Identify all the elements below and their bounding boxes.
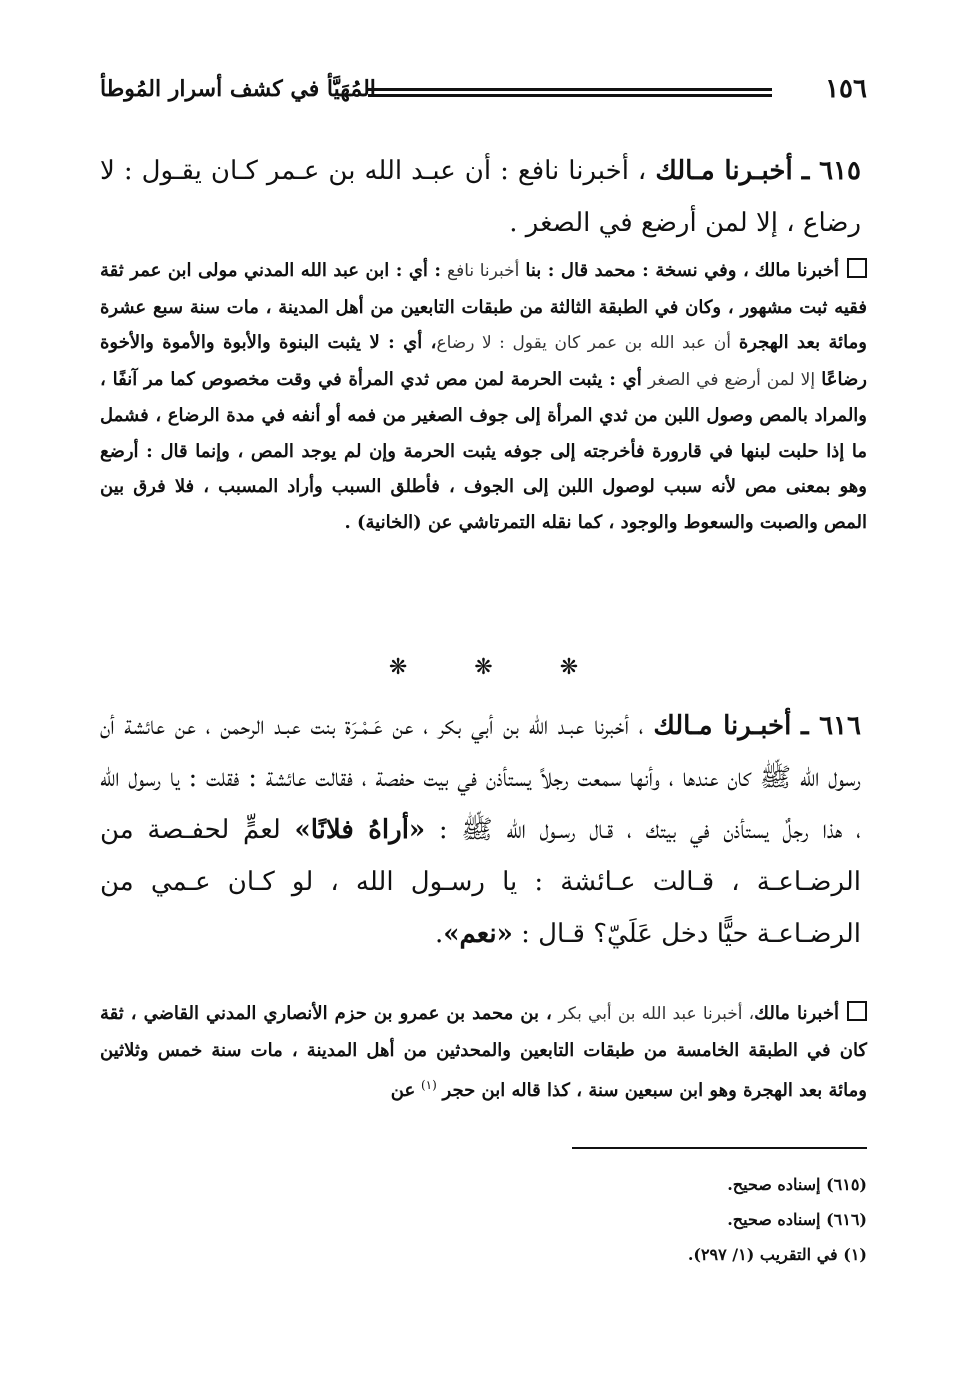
commentary-616: [100, 996, 867, 1109]
asterism-icon: ❋: [559, 655, 579, 680]
hadith-number: ٦١٥ ـ: [801, 156, 861, 186]
hadith-lead: أخبـرنا مـالك: [655, 156, 793, 186]
hadith-616: [100, 700, 861, 960]
header-rule: [368, 88, 772, 97]
commentary-text: ، وفي نسخة : محمد قال : بنا: [525, 260, 749, 281]
footnote-item: (٦١٥) إسناده صحيح.: [727, 1175, 867, 1194]
commentary-text: ، أي : لا يثبت البنوة والأبوة والأموة والأخوة رضاعًا: [100, 332, 867, 390]
asterism-icon: ❋: [474, 655, 493, 680]
page-header: [100, 72, 867, 112]
hadith-text: ، أخبرنا عبـد الله بن أبي بكر ، عن عَـمْـرَة بنت عبـد الرحمن ، عن عائشة أن رسول الله ﷺ كان عندها ، وأنها سمعت رجلاً يستأذن في بيت حفصة ، فقالت عائشة : فقلت : يا رسول الله ، هذا رجلٌ يستأذن في بيتك ، قـال رسـول الله ﷺ :: [100, 711, 862, 845]
hadith-lead: أخبـرنا مـالك: [653, 711, 792, 741]
footnotes: [100, 1167, 867, 1272]
book-title: المُهَيَّأ في كشف أسرار المُوطأ: [100, 76, 376, 102]
commentary-quote: أخبرنا نافع: [447, 261, 520, 281]
hadith-quote: «أراهُ فلانًا»: [294, 815, 426, 845]
page-number: ١٥٦: [825, 74, 867, 104]
section-separator: [0, 655, 967, 680]
hadith-text: لعمٍّ لحفـصة من الرضـاعـة ، قـالت عـائشة : يا رسـول الله ، لو كـان عـمي من الرضـاعـة حيًّا دخل عَلَيّ؟ قـال :: [100, 815, 861, 949]
commentary-text: ، بن محمد بن عمرو بن حزم الأنصاري المدني القاضي ، ثقة كان في الطبقة الخامسة من طبقات التابعين والمحدثين من أهل المدينة ، مات سنة خمس وثلاثين ومائة بعد الهجرة وهو ابن سبعين سنة ، كذا قاله ابن حجر: [100, 1003, 867, 1101]
commentary-lead: أخبرنا مالك: [754, 1003, 839, 1024]
footnote-rule: [572, 1147, 867, 1149]
commentary-text: : أي : ابن عبد الله المدني مولى ابن عمر ثقة فقيه ثبت مشهور ، وكان في الطبقة الثالثة من طبقات التابعين من أهل المدينة ، مات سنة سبع عشرة ومائة بعد الهجرة: [100, 260, 867, 353]
hadith-number: ٦١٦ ـ: [801, 711, 861, 741]
commentary-quote: ، أخبرنا عبد الله بن أبي بكر: [558, 1004, 755, 1024]
hadith-text: ، أخبرنا نافع : أن عبـد الله بن عـمر كـان يقـول : لا رضاع ، إلا لمن أرضع في الصغر .: [100, 156, 861, 238]
commentary-lead: أخبرنا مالك: [754, 260, 839, 281]
commentary-quote: إلا لمن أرضع في الصغر: [648, 369, 816, 390]
commentary-text: أي : يثبت الحرمة لمن مص ثدي المرأة في وقت مخصوص كما مر آنفًا ، والمراد بالمص وصول اللبن من ثدي المرأة إلى جوف الصغير من فمه أو أنفه في مدة الرضاع ، فشمل ما إذا حلبت لبنها في قارورة فأخرجته إلى جوفه يثبت الحرمة وإن لم يوجد المص ، وإنما قال : أرضع وهو بمعنى مص لأنه سبب لوصول اللبن إلى الجوف ، فأطلق السبب وأراد المسبب ، فلا فرق بين المص والصبت والسعوط والوجود ، كما نقله التمرتاشي عن (الخانية) .: [100, 368, 867, 533]
hadith-text: .: [434, 919, 444, 949]
hadith-615: [100, 145, 861, 249]
footnote-item: (٦١٦) إسناده صحيح.: [727, 1210, 867, 1229]
footnote-item: (١) في التقريب (١/ ٢٩٧).: [687, 1245, 867, 1264]
square-marker-icon: [847, 258, 867, 278]
commentary-quote: أن عبد الله بن عمر كان يقول : لا رضاع: [436, 333, 731, 353]
commentary-615: [100, 253, 867, 540]
hadith-quote: «نعم»: [443, 919, 513, 949]
square-marker-icon: [847, 1001, 867, 1021]
asterism-icon: ❋: [388, 655, 408, 680]
commentary-text: عن: [390, 1080, 416, 1101]
footnote-ref: (١): [420, 1078, 437, 1092]
